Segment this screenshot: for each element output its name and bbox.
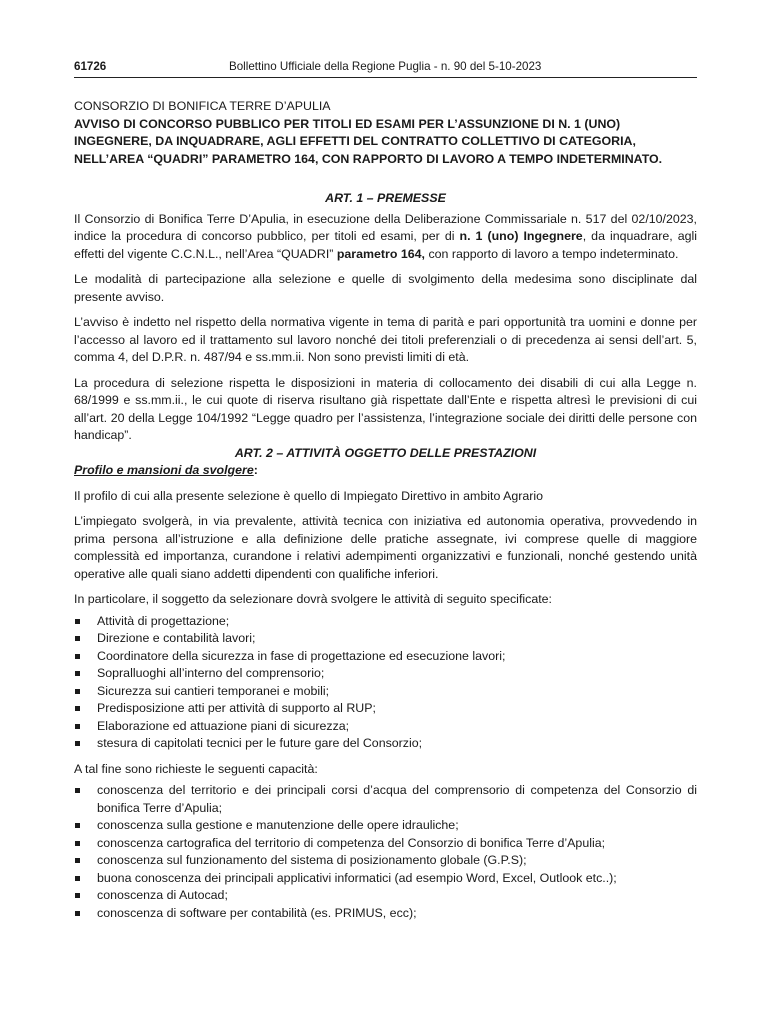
list-item-text: conoscenza di Autocad;: [97, 888, 228, 902]
square-bullet-icon: [75, 636, 80, 641]
list-item-text: conoscenza sulla gestione e manutenzione delle opere idrauliche;: [97, 818, 459, 832]
art2-paragraph-4: A tal fine sono richieste le seguenti capacità:: [74, 761, 318, 776]
list-item-text: conoscenza di software per contabilità (es. PRIMUS, ecc);: [97, 905, 417, 920]
page-number: 61726: [74, 60, 107, 73]
list-item: [74, 648, 697, 666]
list-item-text: Elaborazione ed attuazione piani di sicurezza;: [97, 718, 350, 733]
square-bullet-icon: [75, 911, 80, 916]
list-item-text: conoscenza del territorio e dei principali corsi d’acqua del comprensorio di competenza del Consorzio di bonifica Terre d’Apulia;: [97, 783, 697, 815]
square-bullet-icon: [75, 823, 80, 828]
list-item-text: Sicurezza sui cantieri temporanei e mobili;: [97, 683, 330, 698]
list-item: [74, 630, 697, 648]
square-bullet-icon: [75, 689, 80, 694]
list-item: [74, 817, 697, 835]
bulletin-title: Bollettino Ufficiale della Regione Puglia - n. 90 del 5-10-2023: [229, 60, 542, 73]
list-item-text: Coordinatore della sicurezza in fase di progettazione ed esecuzione lavori;: [97, 648, 506, 663]
document-page: [74, 58, 697, 922]
notice-title: AVVISO DI CONCORSO PUBBLICO PER TITOLI ED ESAMI PER L’ASSUNZIONE DI N. 1 (UNO) INGEGNERE, DA INQUADRARE, AGLI EFFETTI DEL CONTRATTO COLLETTIVO DI CATEGORIA, NELL’AREA “QUADRI” PARAMETRO 164, CON RAPPORTO DI LAVORO A TEMPO INDETERMINATO.: [74, 116, 663, 166]
square-bullet-icon: [75, 671, 80, 676]
art1-title: ART. 1 – PREMESSE: [325, 191, 446, 205]
square-bullet-icon: [75, 654, 80, 659]
art2-paragraph-3: In particolare, il soggetto da selezionare dovrà svolgere le attività di seguito specificate:: [74, 592, 552, 606]
bulletin-header: [74, 58, 697, 78]
list-item-text: conoscenza sul funzionamento del sistema di posizionamento globale (G.P.S);: [97, 853, 527, 867]
square-bullet-icon: [75, 788, 80, 793]
list-item-text: Sopralluoghi all’interno del comprensorio;: [97, 666, 325, 680]
list-item: [74, 835, 697, 853]
art1-paragraph-1: Il Consorzio di Bonifica Terre D’Apulia, in esecuzione della Deliberazione Commissariale n. 517 del 02/10/2023, indice la procedura di concorso pubblico, per titoli ed esami, per di n. 1 (uno) Ingegnere, da inquadrare, agli effetti del vigente C.C.N.L., nell’Area “QUADRI” parametro 164, con rapporto di lavoro a tempo indeterminato.: [74, 211, 698, 261]
capacita-list: [74, 782, 697, 922]
list-item: [74, 665, 697, 683]
square-bullet-icon: [75, 858, 80, 863]
square-bullet-icon: [75, 876, 80, 881]
square-bullet-icon: [75, 724, 80, 729]
list-item-text: conoscenza cartografica del territorio di competenza del Consorzio di bonifica Terre d’Apulia;: [97, 835, 606, 850]
list-item-text: Attività di progettazione;: [97, 613, 230, 628]
list-item: [74, 700, 697, 718]
list-item: [74, 683, 697, 701]
square-bullet-icon: [75, 741, 80, 746]
art1-paragraph-2: Le modalità di partecipazione alla selezione e quelle di svolgimento della medesima sono disciplinate dal presente avviso.: [74, 272, 697, 304]
art2-title: ART. 2 – ATTIVITÀ OGGETTO DELLE PRESTAZIONI: [234, 445, 537, 460]
list-item: [74, 852, 697, 870]
list-item: [74, 905, 697, 923]
square-bullet-icon: [75, 841, 80, 846]
profilo-heading: Profilo e mansioni da svolgere:: [74, 463, 258, 477]
list-item-text: Predisposizione atti per attività di supporto al RUP;: [97, 701, 376, 715]
art1-paragraph-3: L’avviso è indetto nel rispetto della normativa vigente in tema di parità e pari opportunità tra uomini e donne per l’accesso al lavoro ed il trattamento sul lavoro nonché dei titoli preferenziali o di precedenza ai sensi dell’art. 5, comma 4, del D.P.R. n. 487/94 e ss.mm.ii. Non sono previsti limiti di età.: [74, 315, 697, 364]
list-item: [74, 870, 697, 888]
list-item: [74, 782, 697, 817]
list-item-text: buona conoscenza dei principali applicativi informatici (ad esempio Word, Excel, Outlook etc..);: [97, 870, 617, 885]
list-item: [74, 718, 697, 736]
square-bullet-icon: [75, 619, 80, 624]
list-item: [74, 613, 697, 631]
art2-paragraph-2: L’impiegato svolgerà, in via prevalente, attività tecnica con iniziativa ed autonomia operativa, provvedendo in prima persona all’istruzione e alla definizione delle pratiche assegnate, ivi comprese quelle di maggiore complessità ed importanza, curandone i relativi adempimenti organizzativi e funzionali, nonché gestendo unità operative alle quali siano addetti dipendenti con qualifiche inferiori.: [74, 514, 697, 581]
art2-paragraph-1: Il profilo di cui alla presente selezione è quello di Impiegato Direttivo in ambito Agrario: [74, 488, 544, 503]
list-item: [74, 735, 697, 753]
list-item: [74, 887, 697, 905]
list-item-text: Direzione e contabilità lavori;: [97, 631, 256, 645]
square-bullet-icon: [75, 706, 80, 711]
art1-paragraph-4: La procedura di selezione rispetta le disposizioni in materia di collocamento dei disabili di cui alla Legge n. 68/1999 e ss.mm.ii., le cui quote di riserva risultano già rispettate dall’Ente e rispetta altresì le previsioni di cui all’art. 20 della Legge 104/1992 “Legge quadro per l’assistenza, l’integrazione sociale dei diritti delle persone con handicap”.: [74, 375, 697, 442]
list-item-text: stesura di capitolati tecnici per le future gare del Consorzio;: [97, 736, 423, 750]
organization-name: CONSORZIO DI BONIFICA TERRE D’APULIA: [74, 99, 331, 113]
square-bullet-icon: [75, 893, 80, 898]
attivita-list: [74, 613, 697, 753]
